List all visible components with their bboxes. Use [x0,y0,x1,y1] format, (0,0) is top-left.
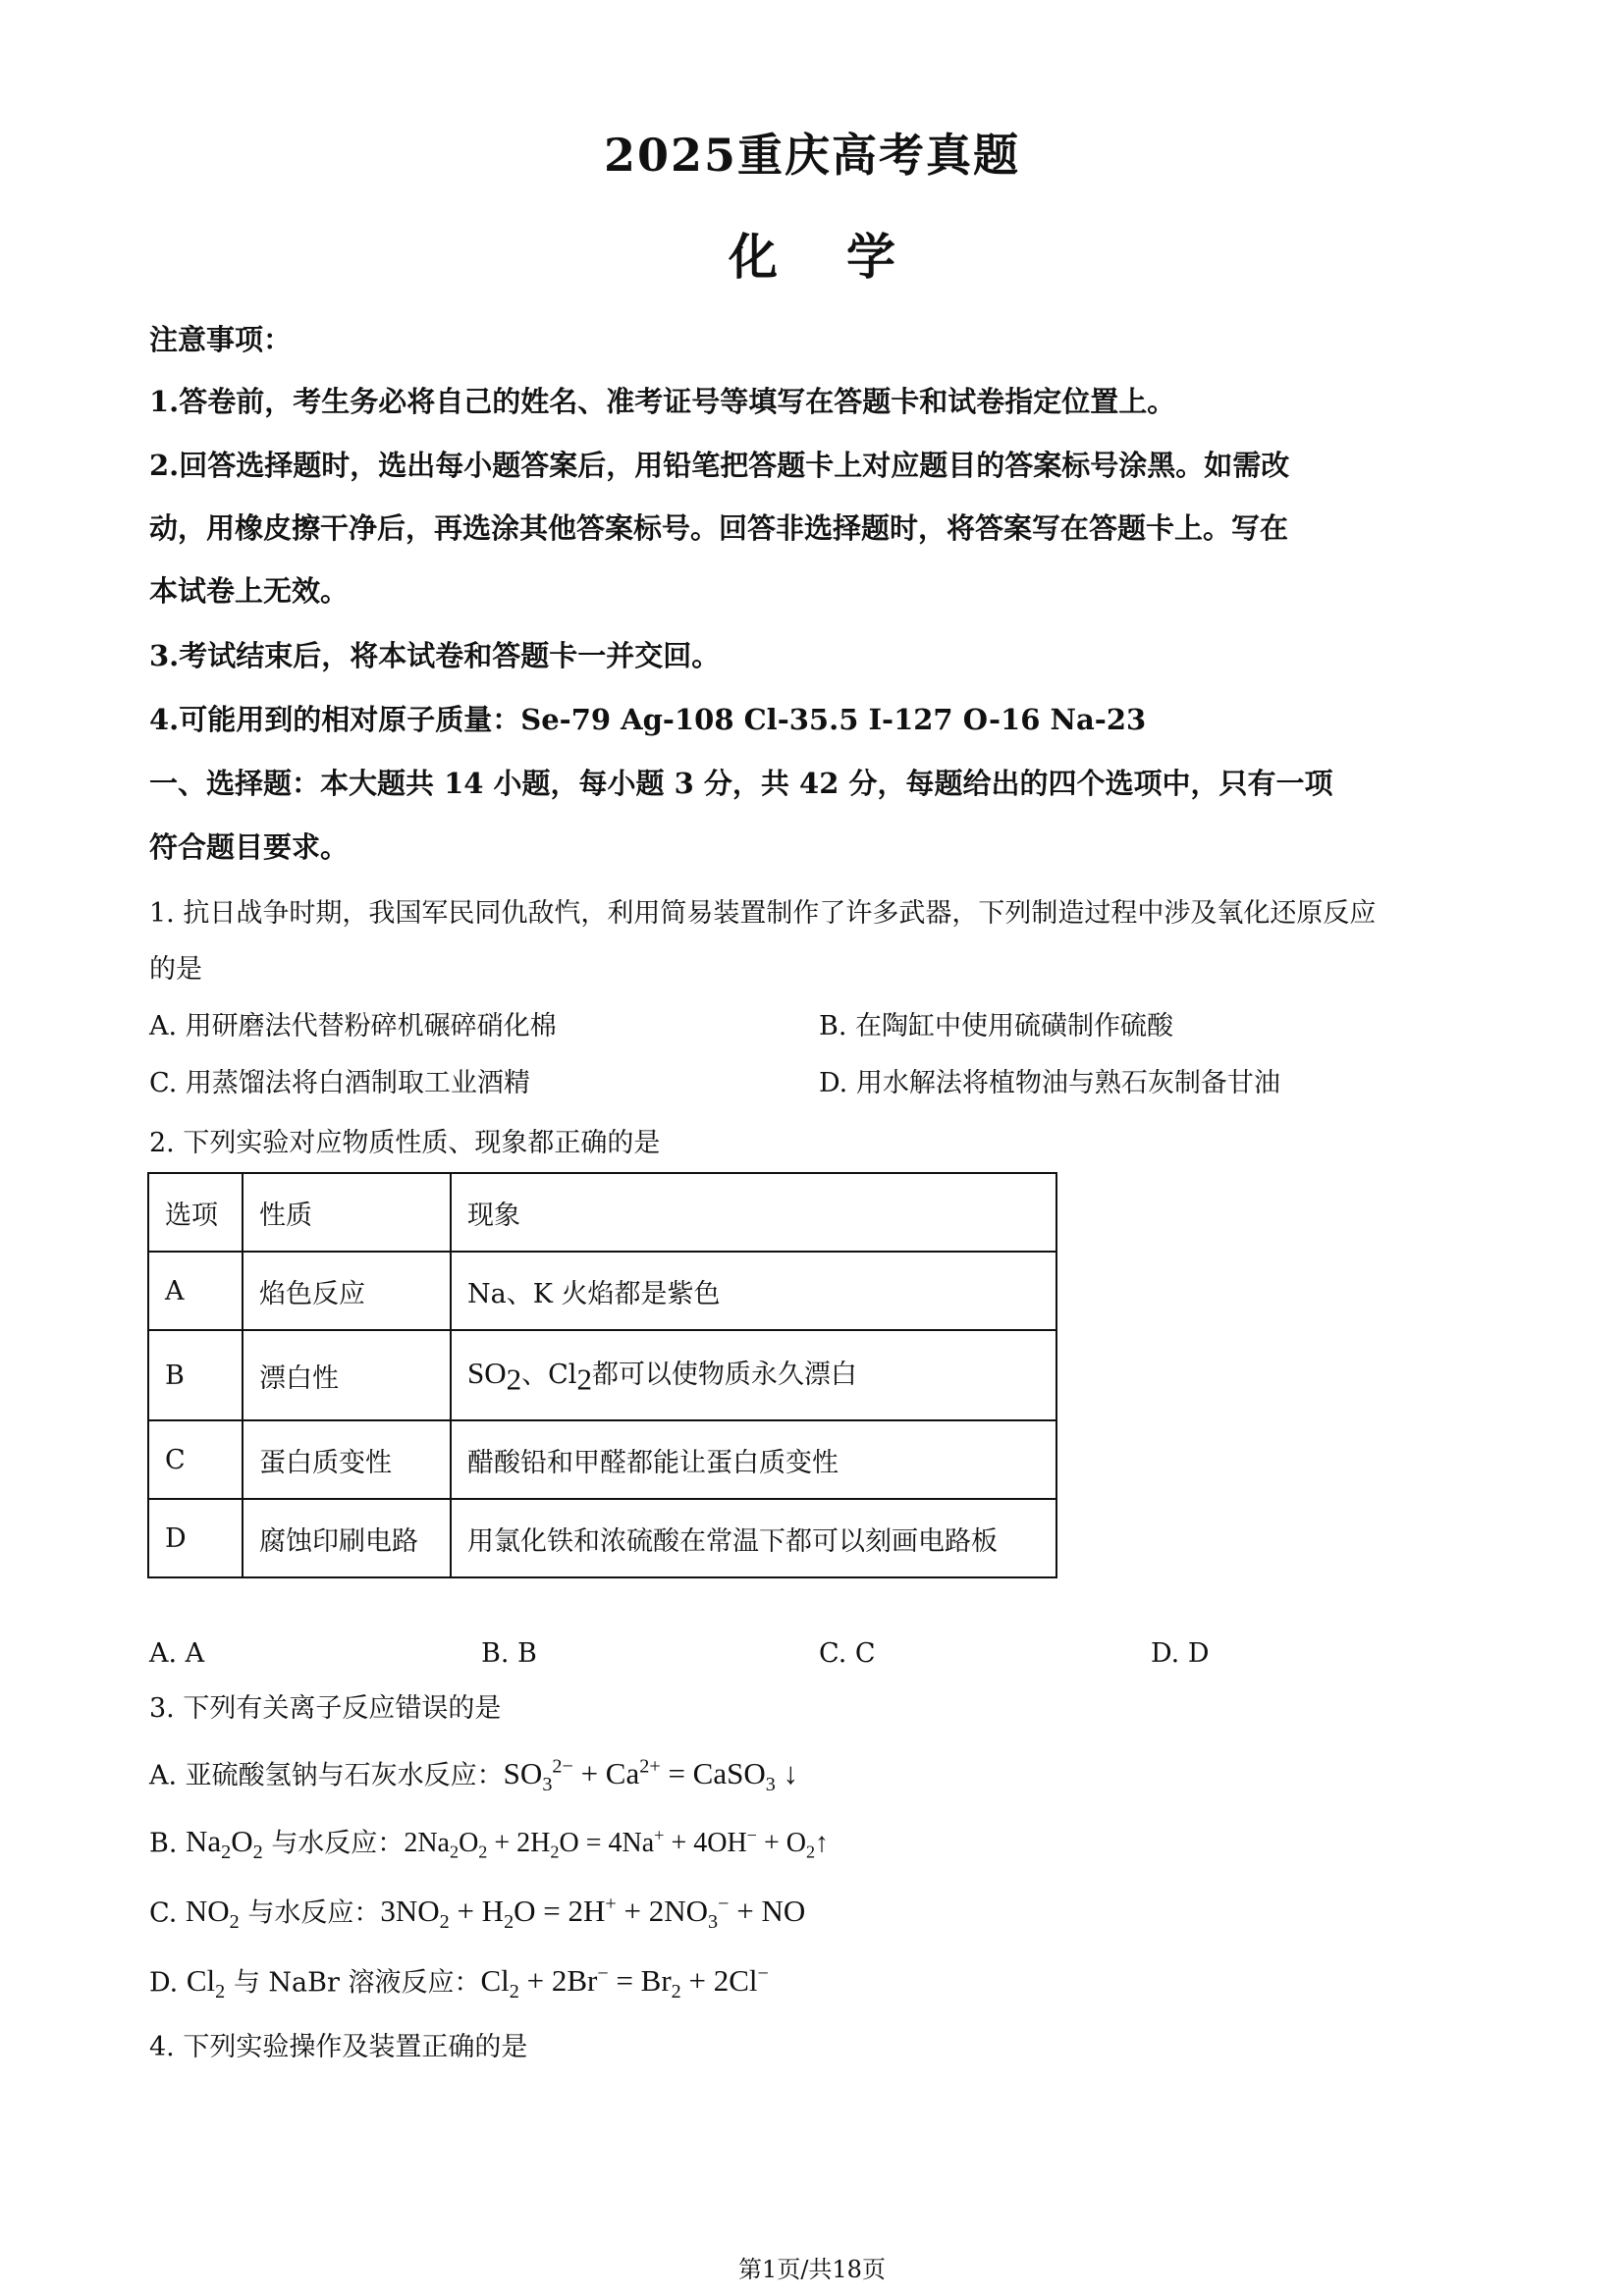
table-cell-text: 都可以使物质永久漂白 [591,1360,857,1391]
notes-item-2-line-2: 动，用橡皮擦干净后，再选涂其他答案标号。回答非选择题时，将答案写在答题卡上。写在 [149,511,1289,545]
q3-option-c [149,1887,805,1941]
q2-answer-c: C. C [819,1638,876,1669]
q2-answer-a: A. A [149,1638,205,1669]
q1-option-d: D. 用水解法将植物油与熟石灰制备甘油 [819,1068,1280,1098]
table-header-cell: 现象 [451,1173,1056,1252]
notes-heading: 注意事项： [149,323,293,356]
table-header-cell: 选项 [148,1173,243,1252]
table-row [148,1252,1056,1330]
q2-answer-b: B. B [481,1638,537,1669]
q1-option-c: C. 用蒸馏法将白酒制取工业酒精 [149,1068,530,1098]
q3-option-d [149,1956,769,2010]
q3-option-b-label: 与水反应： [271,1828,405,1859]
notes-item-1: 1.答卷前，考生务必将自己的姓名、准考证号等填写在答题卡和试卷指定位置上。 [149,385,1176,418]
q1-option-a: A. 用研磨法代替粉碎机碾碎硝化棉 [149,1011,557,1041]
table-header-row [148,1173,1056,1252]
table-cell: Na、K 火焰都是紫色 [451,1252,1056,1330]
q3-stem: 3. 下列有关离子反应错误的是 [149,1693,502,1724]
table-cell: C [148,1420,243,1499]
table-cell: 漂白性 [243,1330,451,1420]
formula-text: 、Cl [521,1360,577,1391]
q3-option-b-equation: $2Na_2O_2 + 2H_2O = 4Na^+ + 4OH^-$ + $O_2↑$ [404,1826,830,1862]
q3-option-d-equation: $Cl_2 + 2Br^- = Br_2 + 2Cl^-$ [480,1963,769,2003]
table-cell: D [148,1499,243,1577]
table-header-cell: 性质 [243,1173,451,1252]
table-cell: 腐蚀印刷电路 [243,1499,451,1577]
table-cell: B [148,1330,243,1420]
section-heading-line-2: 符合题目要求。 [149,830,350,864]
table-cell: 蛋白质变性 [243,1420,451,1499]
q3-option-d-reactant: $Cl_2$ [186,1963,226,2003]
q3-option-c-label: 与水反应： [247,1897,381,1929]
notes-item-4: 4.可能用到的相对原子质量：Se-79 Ag-108 Cl-35.5 I-127 O-16 Na-23 [149,703,1147,736]
q2-stem: 2. 下列实验对应物质性质、现象都正确的是 [149,1128,661,1158]
q3-option-c-equation: $3NO_2 + H_2O = 2H^+ + 2NO_3^-$ + NO [380,1894,806,1934]
notes-item-2-line-3: 本试卷上无效。 [149,574,350,608]
q3-option-c-reactant: $NO_2$ [185,1894,240,1934]
q1-stem-line-2: 的是 [149,954,202,985]
q3-option-a-equation: $SO_3^{2-} + Ca^{2+}$ = CaSO$_3$ ↓ [503,1756,799,1796]
table-row [148,1420,1056,1499]
formula-text: SO [467,1356,507,1391]
formula-subscript: 2 [576,1362,592,1397]
table-cell: A [148,1252,243,1330]
q2-answer-d: D. D [1151,1638,1210,1669]
page-number: 第1页/共18页 [738,2256,886,2283]
table-cell [451,1330,1056,1420]
subject-title: 化学 [729,228,964,286]
q3-option-b [149,1818,829,1871]
formula-subscript: 2 [506,1362,522,1397]
q3-option-a-label: A. 亚硫酸氢钠与石灰水反应： [149,1760,504,1791]
q3-option-d-prefix: D. [149,1967,187,1999]
q2-table [147,1172,1057,1578]
q1-option-b: B. 在陶缸中使用硫磺制作硫酸 [819,1011,1174,1041]
section-heading-line-1: 一、选择题：本大题共 14 小题，每小题 3 分，共 42 分，每题给出的四个选项中，只有一项 [149,767,1333,800]
q3-option-a [149,1749,798,1803]
table-cell: 焰色反应 [243,1252,451,1330]
table-row [148,1330,1056,1420]
q3-option-b-reactant: $Na_2O_2$ [186,1824,263,1864]
q3-option-d-label: 与 NaBr 溶液反应： [233,1967,481,1999]
table-cell: 醋酸铅和甲醛都能让蛋白质变性 [451,1420,1056,1499]
table-row [148,1499,1056,1577]
q3-option-b-prefix: B. [149,1828,187,1859]
notes-item-2-line-1: 2.回答选择题时，选出每小题答案后，用铅笔把答题卡上对应题目的答案标号涂黑。如需改 [149,449,1290,482]
notes-item-3: 3.考试结束后，将本试卷和答题卡一并交回。 [149,639,721,672]
table-cell: 用氯化铁和浓硫酸在常温下都可以刻画电路板 [451,1499,1056,1577]
q3-option-c-prefix: C. [149,1897,186,1929]
exam-title: 2025重庆高考真题 [603,129,1021,182]
q1-stem-line-1: 1. 抗日战争时期，我国军民同仇敌忾，利用简易装置制作了许多武器，下列制造过程中涉及氧化还原反应 [149,898,1377,929]
q4-stem: 4. 下列实验操作及装置正确的是 [149,2032,528,2062]
